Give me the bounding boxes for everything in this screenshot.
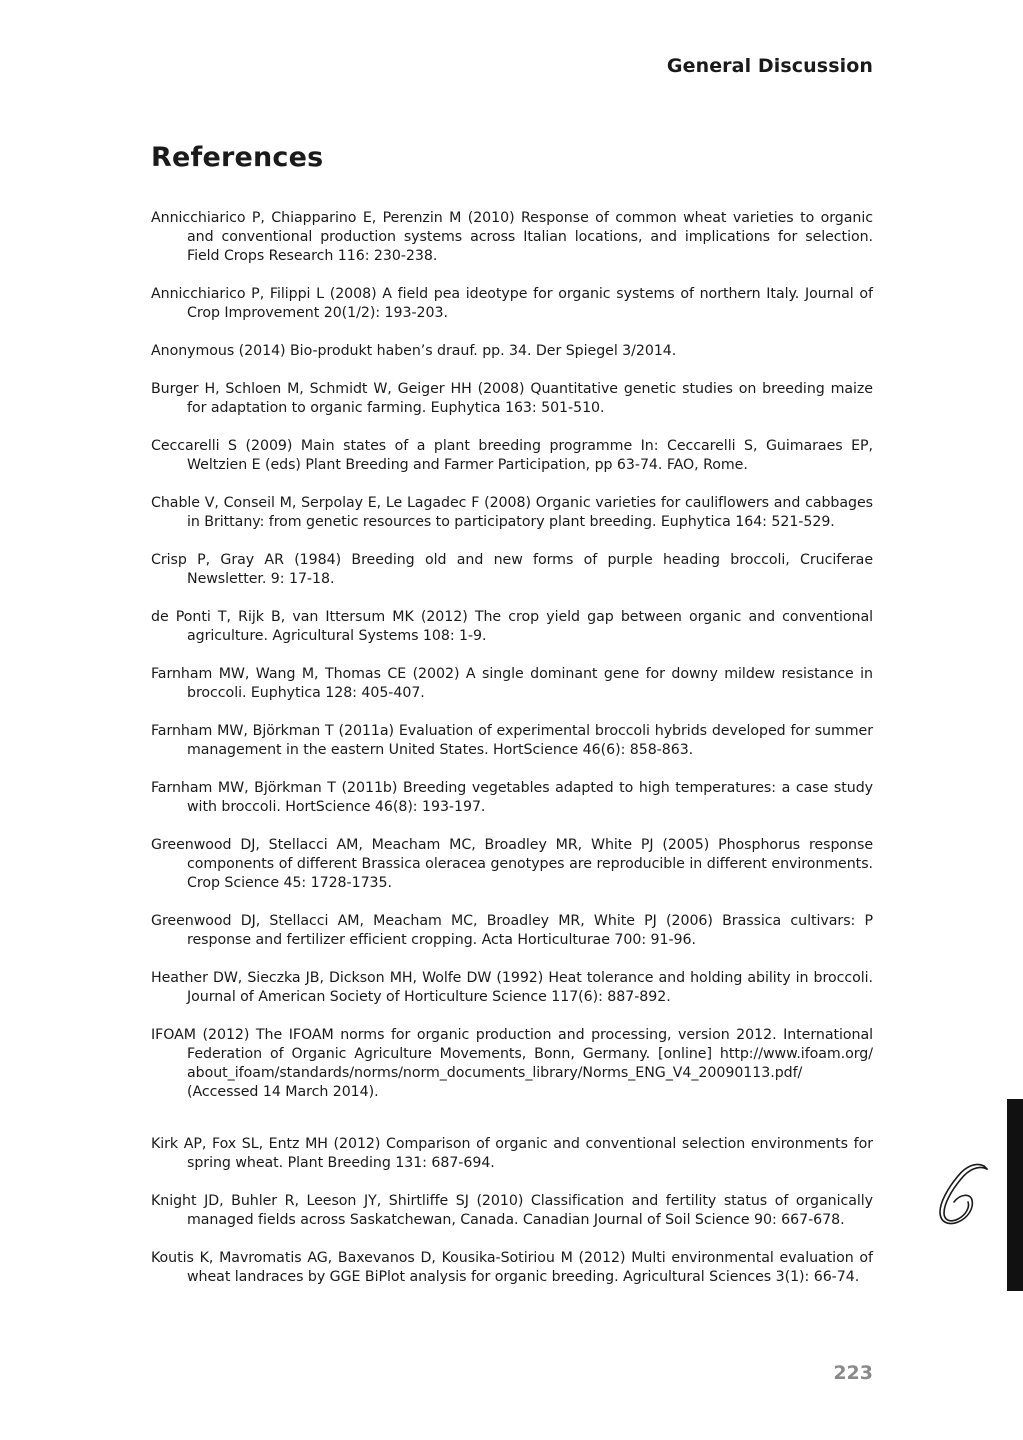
reference-item: Greenwood DJ, Stellacci AM, Meacham MC, Broadley MR, White PJ (2006) Brassica cultivars: P response and fertilizer efficient cropping. Acta Horticulturae 700: 91-96. [151,913,873,948]
reference-item: Anonymous (2014) Bio-produkt haben’s drauf. pp. 34. Der Spiegel 3/2014. [151,343,677,359]
reference-item: Kirk AP, Fox SL, Entz MH (2012) Comparison of organic and conventional selection environments for spring wheat. Plant Breeding 131: 687-694. [151,1136,873,1171]
reference-item: Ceccarelli S (2009) Main states of a plant breeding programme In: Ceccarelli S, Guimaraes EP, Weltzien E (eds) Plant Breeding and Farmer Participation, pp 63-74. FAO, Rome. [151,438,873,473]
reference-item: Koutis K, Mavromatis AG, Baxevanos D, Kousika-Sotiriou M (2012) Multi environmental evaluation of wheat landraces by GGE BiPlot analysis for organic breeding. Agricultural Sciences 3(1): 66-74. [151,1250,873,1285]
reference-item: Burger H, Schloen M, Schmidt W, Geiger HH (2008) Quantitative genetic studies on breeding maize for adaptation to organic farming. Euphytica 163: 501-510. [151,381,873,416]
reference-item: Annicchiarico P, Chiapparino E, Perenzin M (2010) Response of common wheat varieties to organic and conventional production systems across Italian locations, and implications for selection. Field Crops Research 116: 230-238. [151,210,873,264]
reference-item: Heather DW, Sieczka JB, Dickson MH, Wolfe DW (1992) Heat tolerance and holding ability in broccoli. Journal of American Society of Horticulture Science 117(6): 887-892. [151,970,873,1005]
reference-list [151,209,873,1306]
reference-item: Knight JD, Buhler R, Leeson JY, Shirtliffe SJ (2010) Classification and fertility status of organically managed fields across Saskatchewan, Canada. Canadian Journal of Soil Science 90: 667-678. [151,1193,873,1228]
reference-item: Farnham MW, Wang M, Thomas CE (2002) A single dominant gene for downy mildew resistance in broccoli. Euphytica 128: 405-407. [151,666,873,701]
running-header: General Discussion [666,55,873,77]
page-number: 223 [833,1362,873,1384]
reference-item: Farnham MW, Björkman T (2011a) Evaluation of experimental broccoli hybrids developed for summer management in the eastern United States. HortScience 46(6): 858-863. [151,723,873,758]
reference-item: Greenwood DJ, Stellacci AM, Meacham MC, Broadley MR, White PJ (2005) Phosphorus response components of different Brassica oleracea genotypes are reproducible in different environments. Crop Science 45: 1728-1735. [151,837,873,891]
reference-item: Chable V, Conseil M, Serpolay E, Le Lagadec F (2008) Organic varieties for cauliflowers and cabbages in Brittany: from genetic resources to participatory plant breeding. Euphytica 164: 521-529. [151,495,873,530]
reference-item: Farnham MW, Björkman T (2011b) Breeding vegetables adapted to high temperatures: a case study with broccoli. HortScience 46(8): 193-197. [151,780,873,815]
chapter-6-glyph-icon [932,1160,992,1230]
chapter-thumb-tab [1007,1099,1023,1291]
section-title: References [151,142,324,173]
reference-item: de Ponti T, Rijk B, van Ittersum MK (2012) The crop yield gap between organic and conventional agriculture. Agricultural Systems 108: 1-9. [151,609,873,644]
reference-item: IFOAM (2012) The IFOAM norms for organic production and processing, version 2012. International Federation of Organic Agriculture Movements, Bonn, Germany. [online] http://www.ifoam.org/ about_ifoam/standards/norms/norm_documents_library/Norms_ENG_V4_20090113.pdf/ (Accessed 14 March 2014). [151,1027,873,1100]
reference-item: Annicchiarico P, Filippi L (2008) A field pea ideotype for organic systems of northern Italy. Journal of Crop Improvement 20(1/2): 193-203. [151,286,873,321]
reference-item: Crisp P, Gray AR (1984) Breeding old and new forms of purple heading broccoli, Cruciferae Newsletter. 9: 17-18. [151,552,873,587]
